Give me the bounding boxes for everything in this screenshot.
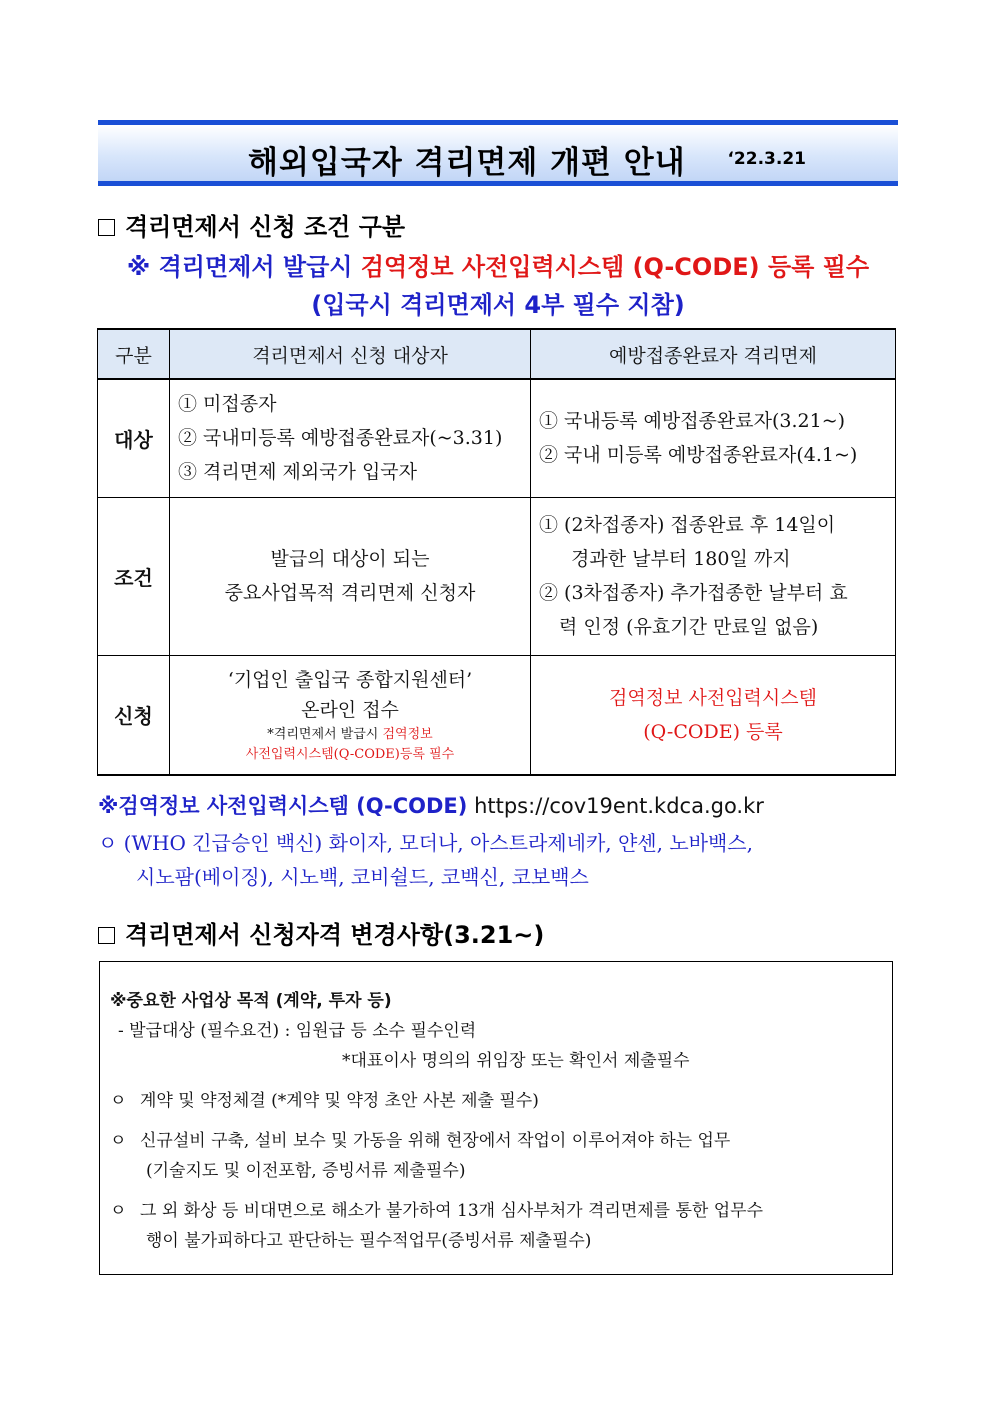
table-row (98, 497, 896, 655)
text-line: (Q-CODE) 등록 (643, 720, 783, 743)
bullet-icon: ㅇ (110, 1131, 127, 1151)
apply-vaccinated-cell (531, 655, 896, 775)
text-line: 발급의 대상이 되는 (270, 548, 430, 570)
box-heading: ※중요한 사업상 목적 (계약, 투자 등) (110, 991, 392, 1011)
condition-applicants-cell (170, 497, 531, 655)
box-item (110, 1196, 882, 1226)
text-line: 검역정보 사전입력시스템 (609, 686, 817, 709)
box-item (110, 1126, 882, 1156)
box-line1: - 발급대상 (필수요건) : 임원급 등 소수 필수인력 (118, 1021, 477, 1041)
checkbox-icon (98, 219, 115, 236)
vaccine-line1: ㅇ (WHO 긴급승인 백신) 화이자, 모더나, 아스트라제네카, 얀센, 노바백스, (98, 831, 753, 855)
notice-highlight: 검역정보 사전입력시스템 (Q-CODE) 등록 필수 (360, 253, 870, 281)
page-title: 해외입국자 격리면제 개편 안내 (248, 145, 686, 181)
text-line: 온라인 접수 (301, 698, 399, 721)
section2-heading-text: 격리면제서 신청자격 변경사항(3.21~) (125, 921, 545, 949)
header-category: 구분 (98, 329, 170, 379)
list-item-cont: 력 인정 (유효기간 만료일 없음) (559, 616, 819, 638)
header-vaccinated: 예방접종완료자 격리면제 (531, 329, 896, 379)
condition-vaccinated-cell (531, 497, 896, 655)
text-line: 중요사업목적 격리면제 신청자 (224, 582, 476, 604)
box-line2: *대표이사 명의의 위임장 또는 확인서 제출필수 (342, 1051, 690, 1071)
apply-applicants-cell (170, 655, 531, 775)
box-item-cont: (기술지도 및 이전포함, 증빙서류 제출필수) (146, 1161, 466, 1181)
target-applicants-cell (170, 379, 531, 497)
row-label-condition: 조건 (98, 497, 170, 655)
list-item: ① 미접종자 (178, 393, 277, 416)
header-applicants: 격리면제서 신청 대상자 (170, 329, 531, 379)
section2-heading (98, 915, 544, 950)
list-item: ③ 격리면제 제외국가 입국자 (178, 461, 418, 484)
apply-note-text: *격리면제서 발급시 (267, 726, 383, 742)
box-item-cont: 행이 불가피하다고 판단하는 필수적업무(증빙서류 제출필수) (146, 1231, 592, 1251)
qcode-line (98, 790, 764, 820)
bullet-icon: ㅇ (110, 1201, 127, 1221)
section1-heading (98, 207, 405, 242)
target-vaccinated-cell (531, 379, 896, 497)
notice-prefix: ※ 격리면제서 발급시 (126, 253, 361, 281)
row-label-apply: 신청 (98, 655, 170, 775)
apply-note-line1 (170, 725, 530, 745)
table-header-row (98, 329, 896, 379)
table-row (98, 655, 896, 775)
page-date: ‘22.3.21 (727, 149, 806, 169)
qcode-url[interactable]: https://cov19ent.kdca.go.kr (474, 794, 764, 818)
apply-note-highlight: 검역정보 (382, 726, 433, 742)
list-item: ② 국내미등록 예방접종완료자(~3.31) (178, 427, 503, 450)
changes-box (99, 961, 893, 1275)
apply-note-line2: 사전입력시스템(Q-CODE)등록 필수 (245, 746, 455, 762)
vaccine-line2: 시노팜(베이징), 시노백, 코비쉴드, 코백신, 코보백스 (136, 865, 589, 889)
section1-heading-text: 격리면제서 신청 조건 구분 (125, 213, 406, 241)
list-item: ② 국내 미등록 예방접종완료자(4.1~) (539, 444, 858, 467)
notice-line2: (입국시 격리면제서 4부 필수 지참) (311, 291, 685, 319)
list-item-cont: 경과한 날부터 180일 까지 (571, 548, 791, 570)
title-banner (98, 120, 898, 186)
qcode-label: ※검역정보 사전입력시스템 (Q-CODE) (98, 794, 468, 818)
box-item-text: 신규설비 구축, 설비 보수 및 가동을 위해 현장에서 작업이 이루어져야 하는 업무 (140, 1131, 731, 1151)
text-line: ‘기업인 출입국 종합지원센터’ (227, 668, 473, 691)
table-row (98, 379, 896, 497)
notice-line1 (98, 247, 898, 282)
box-item-text: 계약 및 약정체결 (*계약 및 약정 초안 사본 제출 필수) (140, 1091, 539, 1111)
checkbox-icon (98, 927, 115, 944)
list-item: ② (3차접종자) 추가접종한 날부터 효 (539, 582, 848, 604)
vaccine-list (98, 826, 898, 894)
bullet-icon: ㅇ (110, 1091, 127, 1111)
list-item: ① 국내등록 예방접종완료자(3.21~) (539, 410, 846, 433)
list-item: ① (2차접종자) 접종완료 후 14일이 (539, 514, 836, 536)
box-item (110, 1086, 882, 1116)
row-label-target: 대상 (98, 379, 170, 497)
box-item-text: 그 외 화상 등 비대면으로 해소가 불가하여 13개 심사부처가 격리면제를 통한 업무수 (140, 1201, 763, 1221)
conditions-table (97, 328, 896, 776)
